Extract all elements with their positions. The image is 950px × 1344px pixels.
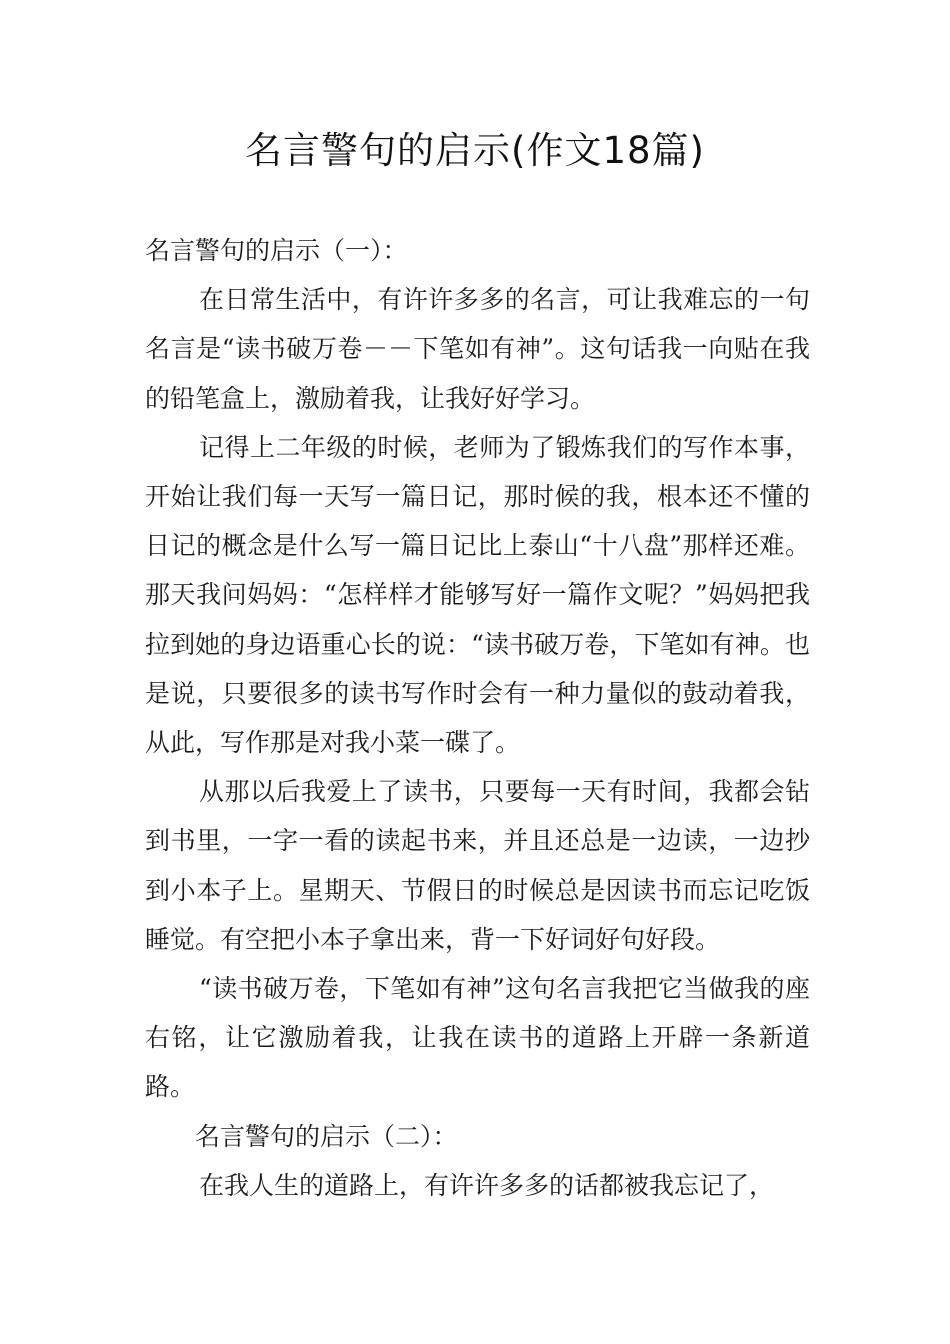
section-heading: 名言警句的启示（一）： — [145, 236, 408, 265]
section-heading: 名言警句的启示（二）： — [195, 1121, 458, 1151]
paragraph: 在我人生的道路上，有许许多多的话都被我忘记了， — [199, 1170, 775, 1200]
section-1 — [145, 226, 810, 1112]
paragraph: 从那以后我爱上了读书，只要每一天有时间，我都会钻到书里，一字一看的读起书来，并且还总是一边读，一边抄到小本子上。星期天、节假日的时候总是因读书而忘记吃饭睡觉。有空把小本子拿出来，背一下好词好句好段。 — [145, 777, 810, 954]
document-title: 名言警句的启示(作文18篇) — [245, 129, 705, 172]
paragraph: 记得上二年级的时候，老师为了锻炼我们的写作本事，开始让我们每一天写一篇日记，那时候的我，根本还不懂的日记的概念是什么写一篇日记比上泰山“十八盘”那样还难。那天我问妈妈：“怎样样才能够写好一篇作文呢？”妈妈把我拉到她的身边语重心长的说：“读书破万卷，下笔如有神。也是说，只要很多的读书写作时会有一种力量似的鼓动着我，从此，写作那是对我小菜一碟了。 — [145, 432, 810, 758]
section-2 — [145, 1112, 810, 1210]
document-body — [145, 226, 810, 1210]
paragraph: 在日常生活中，有许许多多的名言，可让我难忘的一句名言是“读书破万卷－－下笔如有神”。这句话我一向贴在我的铅笔盒上，激励着我，让我好好学习。 — [145, 285, 810, 413]
paragraph: “读书破万卷，下笔如有神”这句名言我把它当做我的座右铭，让它激励着我，让我在读书的道路上开辟一条新道路。 — [145, 974, 810, 1102]
